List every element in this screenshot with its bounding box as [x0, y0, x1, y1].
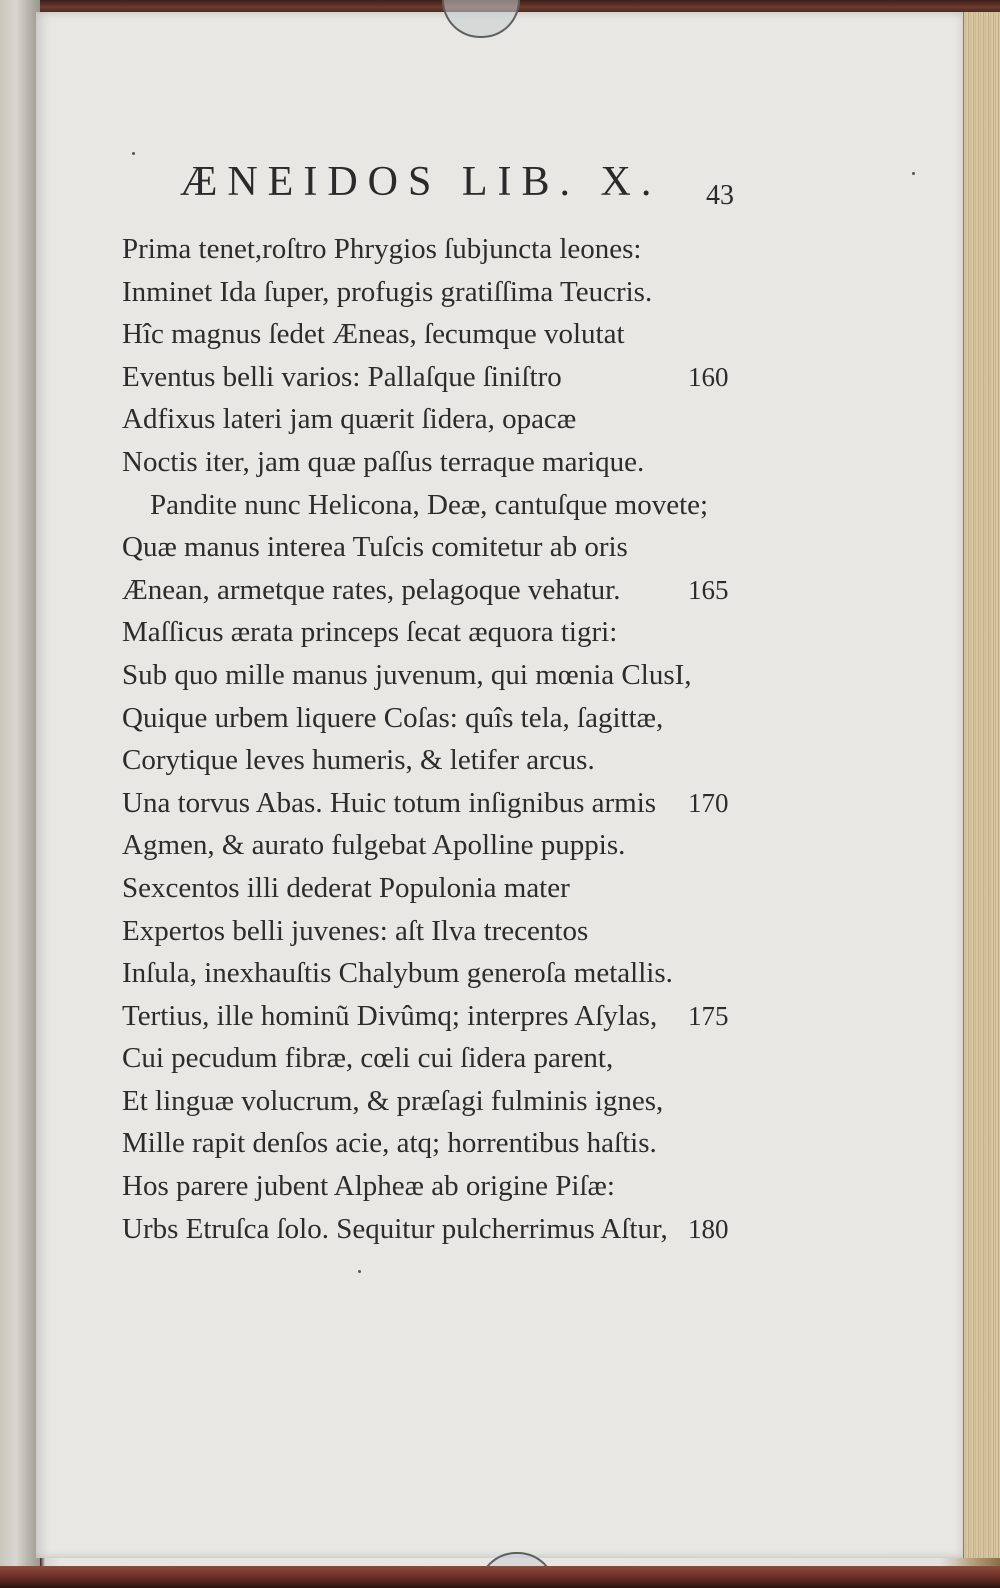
verse-line: [122, 569, 762, 612]
verse-text: Corytique leves humeris, & letifer arcus.: [122, 744, 595, 777]
verse-line: [122, 654, 762, 697]
verse-text: Agmen, & aurato fulgebat Apolline puppis.: [122, 829, 626, 862]
verse-text: Hos parere jubent Alpheæ ab origine Piſæ:: [122, 1170, 615, 1203]
verse-line: [122, 867, 762, 910]
verse-text: Mille rapit denſos acie, atq; horrentibus haſtis.: [122, 1127, 657, 1160]
verse-text: Quæ manus interea Tuſcis comitetur ab oris: [122, 531, 628, 564]
verse-text: Expertos belli juvenes: aſt Ilva trecentos: [122, 914, 589, 947]
paper-speck: [912, 172, 915, 175]
verse-text: Maſſicus ærata princeps ſecat æquora tigri:: [122, 616, 618, 649]
verse-text: Adfixus lateri jam quærit ſidera, opacæ: [122, 403, 577, 436]
verse-line: [122, 441, 762, 484]
page-number: 43: [706, 180, 734, 211]
verse-text: Sexcentos illi dederat Populonia mater: [122, 871, 570, 904]
verse-line: [122, 611, 762, 654]
verse-text: Una torvus Abas. Huic totum inſignibus armis: [122, 786, 657, 819]
verse-text: Inminet Ida ſuper, profugis gratiſſima Teucris.: [122, 275, 653, 308]
verse-line: [122, 313, 762, 356]
running-title: ÆNEIDOS LIB. X.: [180, 159, 662, 205]
verse-text: Inſula, inexhauſtis Chalybum generoſa metallis.: [122, 957, 673, 990]
line-number: 160: [688, 361, 729, 392]
verse-line: [122, 271, 762, 314]
verse-line: [122, 910, 762, 953]
verse-text: Pandite nunc Helicona, Deæ, cantuſque movete;: [150, 488, 709, 521]
verse-text: Cui pecudum fibræ, cœli cui ſidera parent,: [122, 1042, 614, 1075]
verse-line: [122, 484, 762, 527]
verse-line: [122, 739, 762, 782]
paper-speck: [358, 1270, 361, 1273]
verse-text: Prima tenet,roſtro Phrygios ſubjuncta leones:: [122, 233, 642, 265]
verse-text: Sub quo mille manus juvenum, qui mœnia ClusI,: [122, 658, 692, 691]
verse-line: [122, 952, 762, 995]
verse-text: Quique urbem liquere Coſas: quîs tela, ſagittæ,: [122, 701, 664, 734]
verse-line: [122, 782, 762, 825]
facing-page-edge: [0, 0, 40, 1588]
verse-line: [122, 697, 762, 740]
verse-line: [122, 228, 762, 271]
line-number: 175: [688, 1000, 729, 1031]
paper-speck: [132, 152, 135, 155]
verse-text: Urbs Etruſca ſolo. Sequitur pulcherrimus Aſtur,: [122, 1212, 668, 1245]
verse-line: [122, 1165, 762, 1208]
verse-text: Hîc magnus ſedet Æneas, ſecumque volutat: [122, 318, 625, 351]
verse-line: [122, 995, 762, 1038]
binding-bottom-edge: [0, 1566, 1000, 1588]
line-number: 180: [688, 1213, 729, 1244]
verse-line: [122, 526, 762, 569]
verse-line: [122, 824, 762, 867]
line-number: 170: [688, 787, 729, 818]
verse-line: [122, 356, 762, 399]
verse-text: Ænean, armetque rates, pelagoque vehatur.: [122, 573, 621, 606]
verse-line: [122, 1208, 762, 1251]
verse-text: Et linguæ volucrum, & præſagi fulminis ignes,: [122, 1084, 664, 1117]
verse-block: [122, 228, 762, 1250]
verse-line: [122, 1037, 762, 1080]
line-number: 165: [688, 574, 729, 605]
verse-line: [122, 1080, 762, 1123]
verse-text: Eventus belli varios: Pallaſque ſiniſtro: [122, 360, 562, 393]
running-header: [144, 158, 744, 218]
page-stack-edge: [963, 12, 1000, 1558]
verse-text: Tertius, ille hominũ Divûmq; interpres Aſylas,: [122, 999, 658, 1032]
verse-text: Noctis iter, jam quæ paſſus terraque marique.: [122, 445, 645, 478]
verse-line: [122, 398, 762, 441]
verse-line: [122, 1122, 762, 1165]
